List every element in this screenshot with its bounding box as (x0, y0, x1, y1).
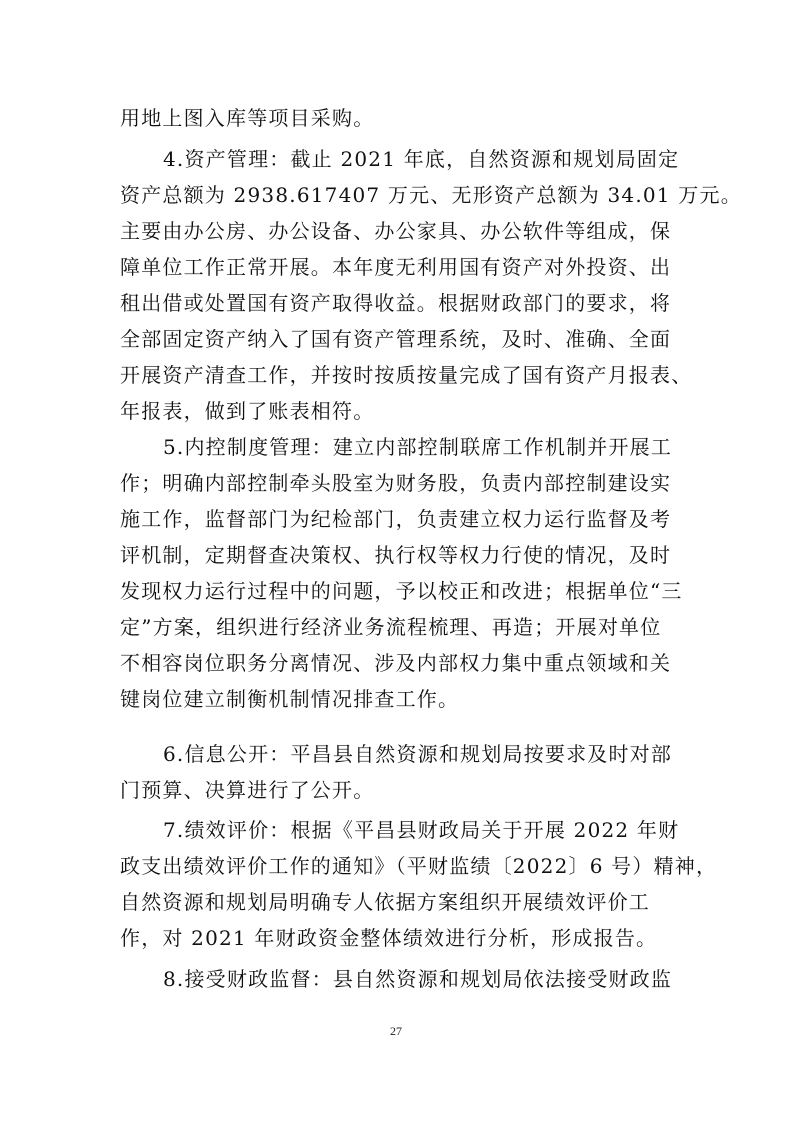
text-line: 不相容岗位职务分离情况、涉及内部权力集中重点领域和关 (120, 651, 672, 675)
text-line: 作，对 2021 年财政资金整体绩效进行分析，形成报告。 (120, 926, 658, 950)
text-line: 7.绩效评价：根据《平昌县财政局关于开展 2022 年财 (163, 818, 680, 842)
text-line: 障单位工作正常开展。本年度无利用国有资产对外投资、出 (120, 255, 672, 279)
text-line: 评机制，定期督查决策权、执行权等权力行使的情况，及时 (120, 543, 672, 567)
text-line: 施工作，监督部门为纪检部门，负责建立权力运行监督及考 (120, 507, 672, 531)
text-line: 5.内控制度管理：建立内部控制联席工作机制并开展工 (163, 435, 673, 459)
text-line: 门预算、决算进行了公开。 (120, 778, 375, 802)
text-line: 键岗位建立制衡机制情况排查工作。 (120, 687, 460, 711)
text-line: 全部固定资产纳入了国有资产管理系统，及时、准确、全面 (120, 327, 672, 351)
text-line: 作；明确内部控制牵头股室为财务股，负责内部控制建设实 (120, 471, 672, 495)
page-number: 27 (390, 1024, 402, 1038)
text-line: 6.信息公开：平昌县自然资源和规划局按要求及时对部 (163, 742, 673, 766)
text-line: 自然资源和规划局明确专人依据方案组织开展绩效评价工 (120, 890, 650, 914)
text-line: 年报表，做到了账表相符。 (120, 399, 375, 423)
text-line: 用地上图入库等项目采购。 (120, 106, 375, 130)
text-line: 定”方案，组织进行经济业务流程梳理、再造；开展对单位 (120, 615, 662, 639)
text-line: 租出借或处置国有资产取得收益。根据财政部门的要求，将 (120, 291, 672, 315)
text-line: 资产总额为 2938.617407 万元、无形资产总额为 34.01 万元。 (120, 183, 742, 207)
text-line: 4.资产管理：截止 2021 年底，自然资源和规划局固定 (163, 147, 680, 171)
text-line: 发现权力运行过程中的问题，予以校正和改进；根据单位“三 (120, 579, 683, 603)
text-line: 政支出绩效评价工作的通知》（平财监绩〔2022〕6 号）精神， (120, 854, 718, 878)
text-line: 8.接受财政监督：县自然资源和规划局依法接受财政监 (163, 967, 673, 991)
text-line: 开展资产清查工作，并按时按质按量完成了国有资产月报表、 (120, 363, 693, 387)
text-line: 主要由办公房、办公设备、办公家具、办公软件等组成，保 (120, 219, 672, 243)
